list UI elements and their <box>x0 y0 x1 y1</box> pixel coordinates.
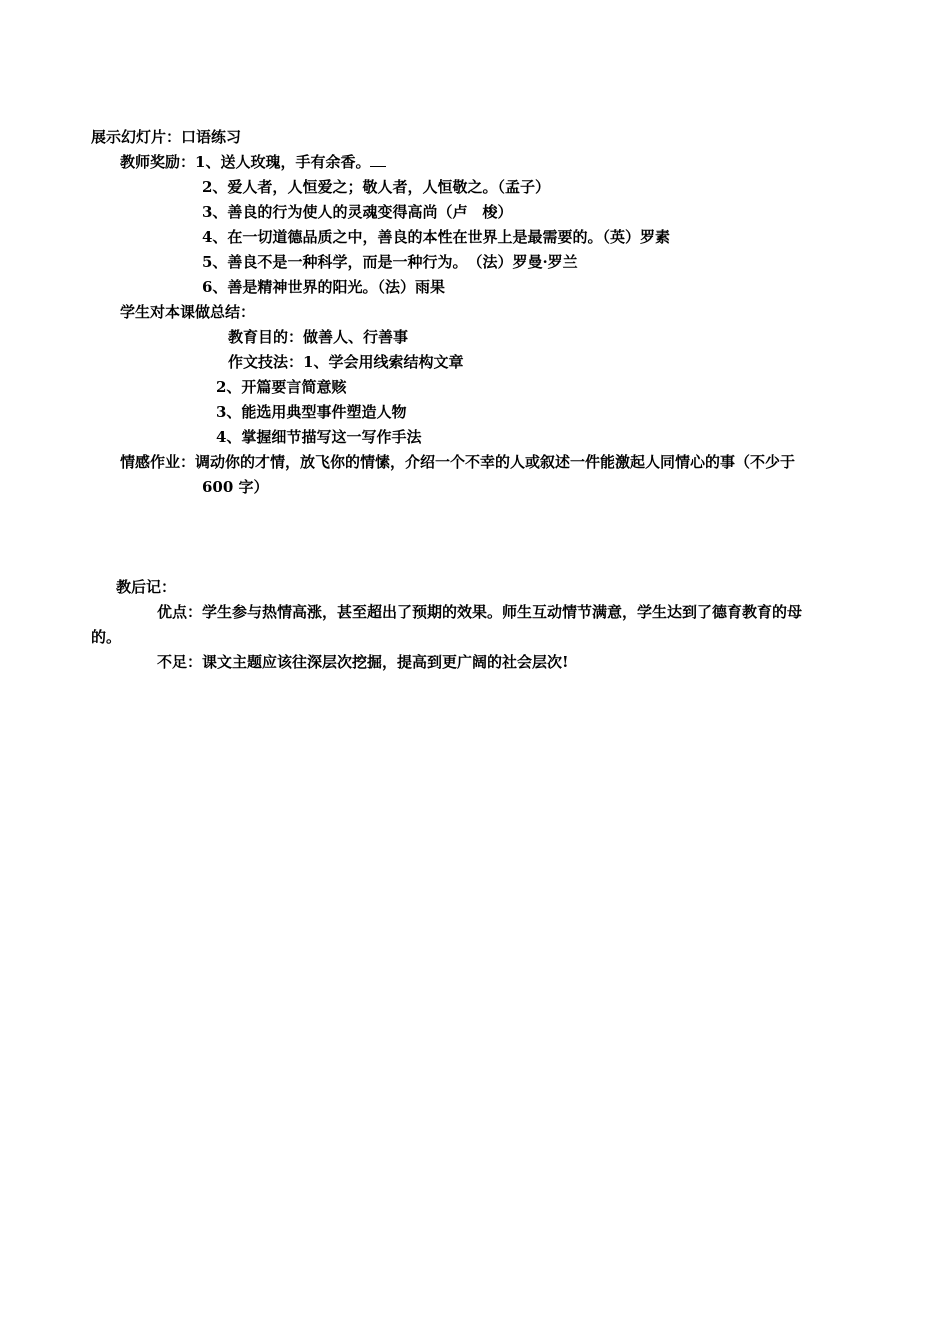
summary-technique-4: 4、掌握细节描写这一写作手法 <box>216 428 422 446</box>
homework-line-2: 600 字） <box>202 478 269 496</box>
teacher-rewards-line-1 <box>120 152 386 172</box>
reward-item-4: 4、在一切道德品质之中，善良的本性在世界上是最需要的。（英）罗素 <box>202 228 670 246</box>
summary-technique-2: 2、开篇要言简意赅 <box>216 378 347 396</box>
reflection-label: 教后记： <box>116 578 177 596</box>
reflection-merits-line-2: 的。 <box>91 628 122 646</box>
reflection-merits-line-1: 优点：学生参与热情高涨，甚至超出了预期的效果。师生互动情节满意，学生达到了德育教育的母 <box>157 603 803 621</box>
homework-line-1: 情感作业：调动你的才情，放飞你的情愫，介绍一个不幸的人或叙述一件能激起人同情心的事（不少于 <box>120 453 796 471</box>
reward-item-3: 3、善良的行为使人的灵魂变得高尚（卢 梭） <box>202 203 513 221</box>
reward-item-2: 2、爱人者，人恒爱之；敬人者，人恒敬之。（孟子） <box>202 178 550 196</box>
reflection-shortcomings: 不足：课文主题应该往深层次挖掘，提高到更广阔的社会层次! <box>157 653 569 671</box>
teacher-rewards-label: 教师奖励： <box>120 153 196 171</box>
summary-technique-3: 3、能选用典型事件塑造人物 <box>216 403 407 421</box>
summary-technique-lead: 作文技法：1、学会用线索结构文章 <box>228 353 464 371</box>
reward-item-6: 6、善是精神世界的阳光。（法）雨果 <box>202 278 445 296</box>
slideshow-heading: 展示幻灯片：口语练习 <box>91 128 242 146</box>
summary-goal: 教育目的：做善人、行善事 <box>228 328 409 346</box>
summary-label: 学生对本课做总结： <box>120 303 256 321</box>
reward-item-5: 5、善良不是一种科学，而是一种行为。 （法）罗曼·罗兰 <box>202 253 578 271</box>
blank-underline <box>370 152 386 167</box>
reward-item-1: 1、送人玫瑰，手有余香。 <box>195 153 371 171</box>
